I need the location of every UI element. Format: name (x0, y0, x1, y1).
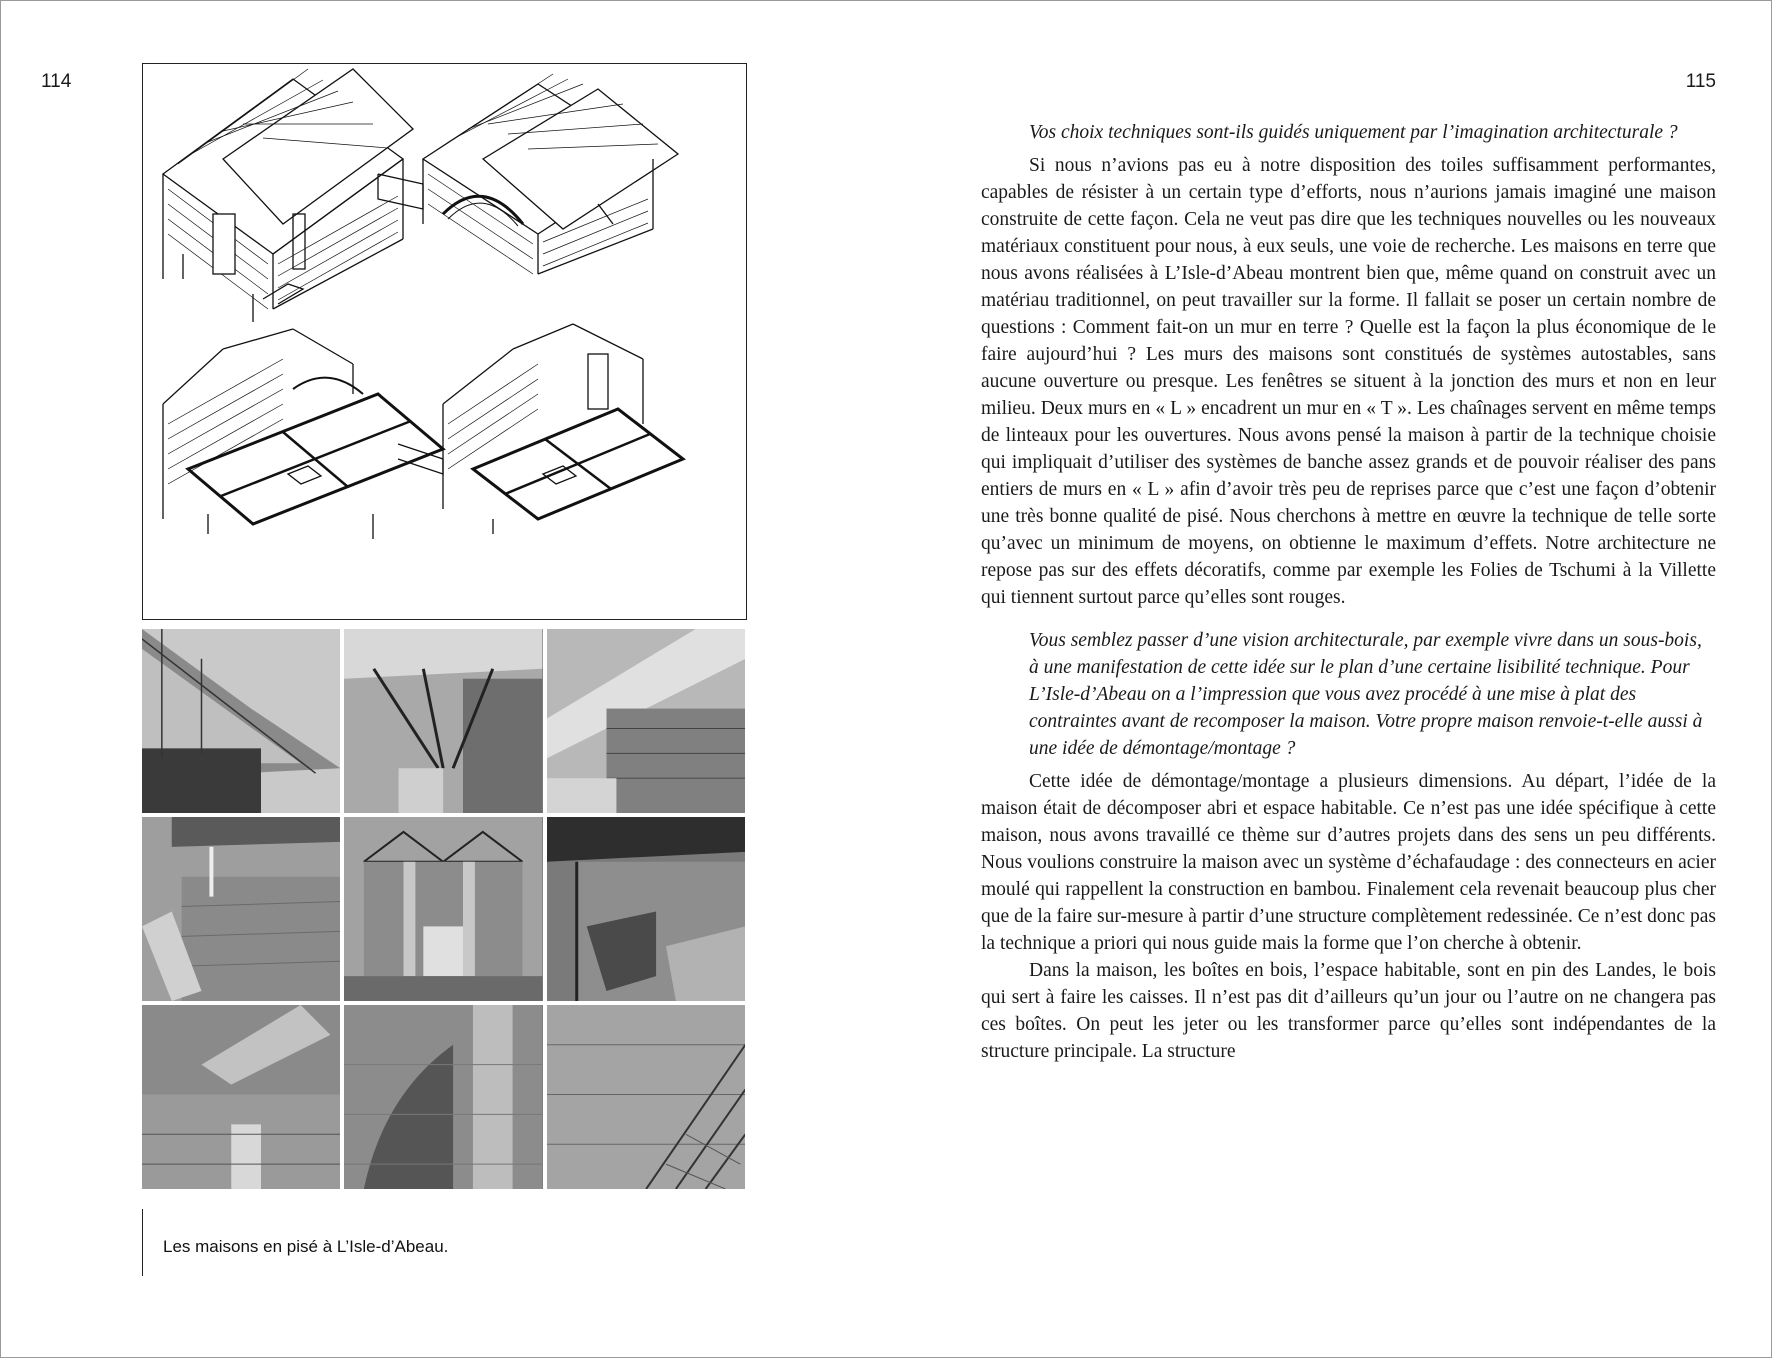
interview-question: Vos choix techniques sont-ils guidés uniquement par l’imagination architecturale ? (1029, 122, 1678, 143)
photo-underside-canopy (547, 817, 745, 1001)
photo-translucent-roof (142, 1005, 340, 1189)
right-page (886, 1, 1771, 1357)
answer-paragraph: Cette idée de démontage/montage a plusieurs dimensions. Au départ, l’idée de la maison était de décomposer abri et espace habitable. Ce n’est pas une idée spécifique à cette maison, nous avons travaillé ce thème sur d’autres projets dans des sens un peu différents. Nous voulions construire la maison avec un système d’échafaudage : des connecteurs en acier moulé qui rappellent la construction en bambou. Finalement cela revenait beaucoup plus cher que de la faire sur-mesure à partir d’une structure complètement redessinée. Ce n’est donc pas la technique a priori qui nous guide mais la forme que l’on cherche à obtenir. (981, 771, 1716, 954)
interview-question: Vous semblez passer d’une vision architecturale, par exemple vivre dans un sous-bois, à une manifestation de cette idée sur le plan d’une certaine lisibilité technique. Pour L’Isle-d’Abeau on a l’impression que vous avez procédé à une mise à plat des contraintes avant de recomposer la maison. Votre propre maison renvoie-t-elle aussi à une idée de démontage/montage ? (1029, 630, 1703, 759)
photo-canopy-wall (142, 817, 340, 1001)
photo-railing-shadow (547, 1005, 745, 1189)
photo-grid (142, 629, 745, 1189)
answer-paragraph: Si nous n’avions pas eu à notre disposition des toiles suffisamment performantes, capables de résister à un certain type d’efforts, nous n’aurions jamais imaginé une maison construite de cette façon. Cela ne veut pas dire que les techniques nouvelles ou les nouveaux matériaux constituent pour nous, à eux seuls, une voie de recherche. Les maisons en terre que nous avons réalisées à L’Isle-d’Abeau montrent bien que, même quand on construit avec un matériau traditionnel, on peut travailler sur la forme. Il fallait se poser un certain nombre de questions : Comment fait-on un mur en terre ? Quelle est la façon la plus économique de le faire aujourd’hui ? Les murs des maisons sont constitués de systèmes autostables, sans aucune ouverture ou presque. Les fenêtres se situent à la jonction des murs et non en leur milieu. Deux murs en « L » encadrent un mur en « T ». Les chaînages servent en même temps de linteaux pour les ouvertures. Nous avons pensé la maison à partir de la technique choisie qui impliquait d’utiliser des systèmes de banche assez grands et de pouvoir réaliser des pans entiers de murs en « L » afin d’avoir très peu de reprises parce que c’est une façon d’obtenir une très bonne qualité de pisé. Nous cherchons à mettre en œuvre la technique de telle sorte qu’avec un minimum de moyens, on obtienne le maximum d’effets. Notre architecture ne repose pas sur des effets décoratifs, comme par exemple les Folies de Tschumi à la Villette qui tiennent surtout parce qu’elles sont rouges. (981, 155, 1716, 608)
answer-paragraph: Dans la maison, les boîtes en bois, l’espace habitable, sont en pin des Landes, le bois qui sert à faire les caisses. Il n’est pas dit d’ailleurs qu’un jour ou l’autre on ne changera pas ces boîtes. On peut les jeter ou les transformer parce qu’elles sont indépendantes de la structure principale. La structure (981, 960, 1716, 1062)
caption-text: Les maisons en pisé à L’Isle-d’Abeau. (163, 1237, 449, 1256)
photo-house-facade (344, 817, 542, 1001)
page-number-left: 114 (41, 71, 72, 92)
photo-column-shadow (344, 1005, 542, 1189)
house-drawing-top-right (378, 74, 678, 274)
figure-caption (142, 1209, 543, 1276)
photo-roof-edge (547, 629, 745, 813)
photo-roof-corner (142, 629, 340, 813)
house-drawing-bottom-right (443, 324, 683, 534)
axonometric-drawings (142, 63, 747, 620)
house-drawing-bottom-left (163, 329, 443, 539)
photo-column-frame (344, 629, 542, 813)
house-drawing-top-left (163, 69, 413, 322)
left-page (1, 1, 886, 1357)
body-text (981, 119, 1716, 1065)
page-number-right: 115 (1685, 71, 1716, 92)
axonometric-drawings-svg (143, 64, 746, 619)
